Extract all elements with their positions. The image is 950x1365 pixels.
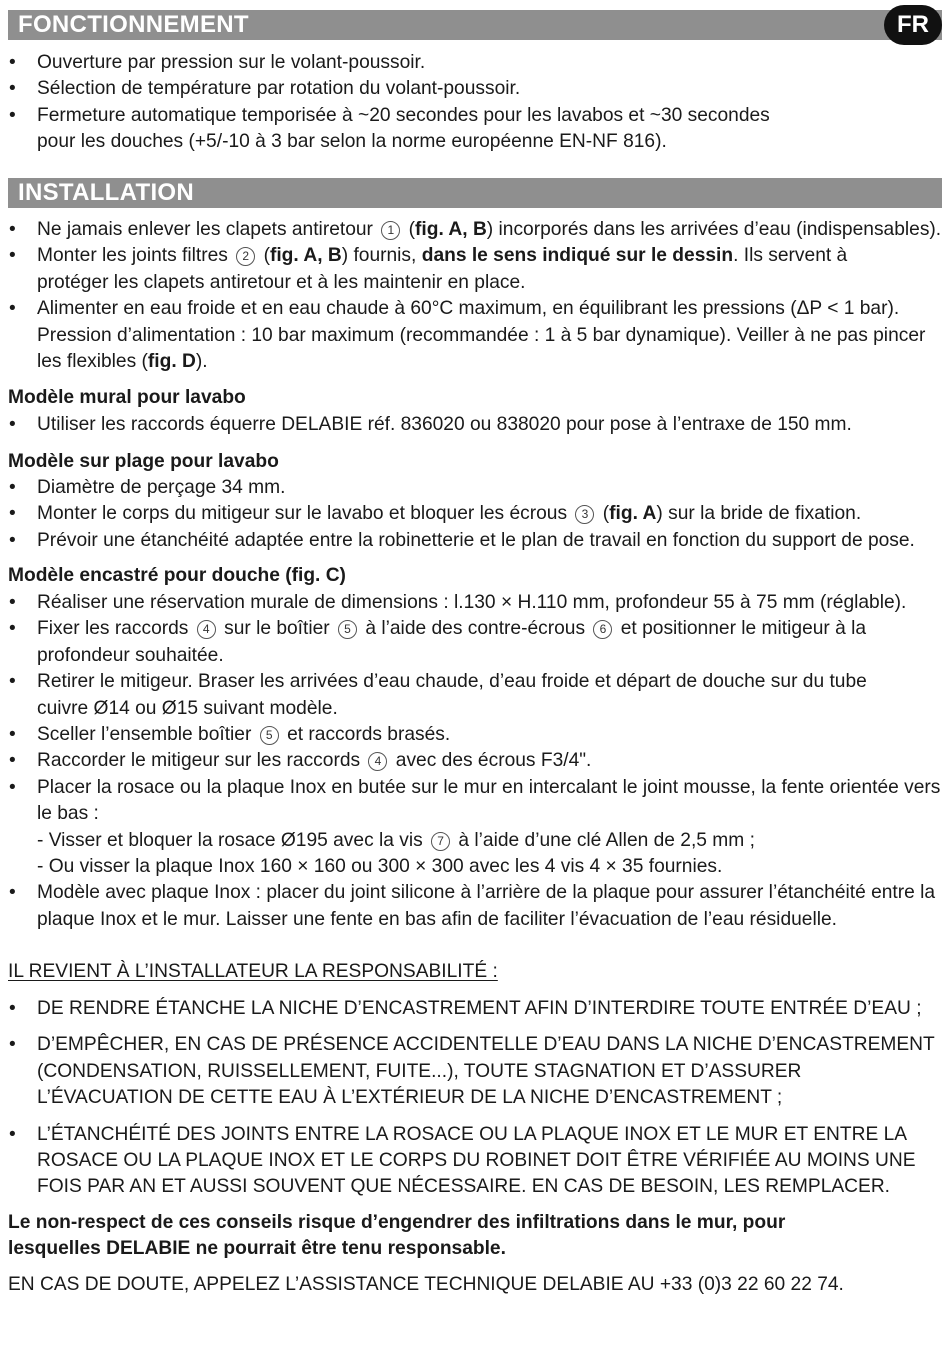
text-segment: (: [263, 245, 270, 267]
responsibility-heading: IL REVIENT À L’INSTALLATEUR LA RESPONSABILITÉ :: [8, 961, 498, 982]
figure-reference: fig. A: [609, 503, 657, 525]
list-item: • Fermeture automatique temporisée à ~20 secondes pour les lavabos et ~30 secondes pour les douches (+5/-10 à 3 bar selon la norme européenne EN-NF 816).: [8, 103, 808, 156]
text-segment: et raccords brasés.: [287, 724, 451, 746]
list-item: • DE RENDRE ÉTANCHE LA NICHE D’ENCASTREMENT AFIN D’INTERDIRE TOUTE ENTRÉE D’EAU ;: [8, 996, 944, 1022]
list-item: • Diamètre de perçage 34 mm.: [8, 475, 944, 501]
text-segment: Fixer les raccords: [37, 618, 189, 640]
sub-item: - Ou visser la plaque Inox 160 × 160 ou 300 × 300 avec les 4 vis 4 × 35 fournies.: [37, 856, 723, 878]
text-segment: Ne jamais enlever les clapets antiretour: [37, 219, 373, 240]
text-segment: ) sur la bride de fixation.: [656, 503, 862, 525]
figure-reference: fig. D: [147, 351, 196, 373]
reference-number-6: 6: [593, 620, 612, 639]
text-segment: (: [408, 219, 416, 240]
list-item: [8, 501, 944, 527]
list-item: [8, 722, 944, 748]
list-item: [8, 775, 942, 881]
list-item: • Sélection de température par rotation du volant-poussoir.: [8, 76, 808, 102]
list-item: [8, 616, 887, 669]
installation-list: [8, 217, 944, 375]
list-item: • Modèle avec plaque Inox : placer du joint silicone à l’arrière de la plaque pour assurer l’étanchéité entre la plaque Inox et le mur. Laisser une fente en bas afin de faciliter l’évacuation de l’eau résiduelle.: [8, 880, 947, 933]
sub-item: [37, 828, 942, 854]
list-item: [8, 748, 944, 774]
text-segment: Sceller l’ensemble boîtier: [37, 724, 252, 746]
list-item: • Retirer le mitigeur. Braser les arrivées d’eau chaude, d’eau froide et départ de douche sur du tube cuivre Ø14 ou Ø15 suivant modèle.: [8, 669, 917, 722]
plage-list: [8, 475, 944, 554]
text-segment: et positionner le mitigeur à la profondeur souhaitée.: [37, 618, 867, 666]
list-item: [8, 296, 932, 375]
text-segment: Raccorder le mitigeur sur les raccords: [37, 750, 361, 772]
text-segment: avec des écrous F3/4".: [395, 750, 592, 772]
reference-number-5: 5: [338, 620, 357, 639]
figure-reference: fig. A, B: [415, 219, 487, 240]
responsibility-list: [8, 996, 944, 1201]
text-segment: à l’aide des contre-écrous: [365, 618, 586, 640]
fonctionnement-list: [8, 50, 808, 156]
section-title-fonctionnement: FONCTIONNEMENT: [8, 10, 942, 40]
text-segment: ).: [195, 351, 208, 373]
text-segment: Monter les joints filtres: [37, 245, 228, 267]
text-segment: (: [602, 503, 610, 525]
section-title-installation: INSTALLATION: [8, 178, 942, 208]
reference-number-2: 2: [236, 247, 255, 266]
reference-number-4: 4: [197, 620, 216, 639]
list-item: • D’EMPÊCHER, EN CAS DE PRÉSENCE ACCIDENTELLE D’EAU DANS LA NICHE D’ENCASTREMENT (CONDENSATION, RUISSELLEMENT, FUITE...), TOUTE STAGNATION ET D’ASSURER L’ÉVACUATION DE CETTE EAU À L’EXTÉRIEUR DE LA NICHE D’ENCASTREMENT ;: [8, 1032, 937, 1111]
reference-number-4: 4: [368, 752, 387, 771]
warning-text: Le non-respect de ces conseils risque d’engendrer des infiltrations dans le mur, pour lesquelles DELABIE ne pourrait être tenu responsable.: [8, 1212, 786, 1260]
reference-number-1: 1: [381, 221, 400, 240]
contact-text: EN CAS DE DOUTE, APPELEZ L’ASSISTANCE TECHNIQUE DELABIE AU +33 (0)3 22 60 22 74.: [8, 1274, 844, 1295]
list-item: • Ouverture par pression sur le volant-poussoir.: [8, 50, 808, 76]
text-segment: sur le boîtier: [224, 618, 330, 640]
emphasis-text: dans le sens indiqué sur le dessin: [421, 245, 734, 267]
list-item: • Utiliser les raccords équerre DELABIE réf. 836020 ou 838020 pour pose à l’entraxe de 150 mm.: [8, 412, 944, 438]
reference-number-7: 7: [431, 832, 450, 851]
list-item: • Prévoir une étanchéité adaptée entre la robinetterie et le plan de travail en fonction du support de pose.: [8, 528, 944, 554]
encastre-list: [8, 590, 944, 933]
reference-number-3: 3: [575, 505, 594, 524]
heading-encastre: Modèle encastré pour douche (fig. C): [8, 565, 346, 586]
text-segment: Alimenter en eau froide et en eau chaude à 60°C maximum, en équilibrant les pressions (ΔP < 1 bar). Pression d’alimentation : 10 bar maximum (recommandée : 1 à 5 bar dynamique). Veiller à ne pas pincer les flexibles (: [37, 298, 926, 373]
text-segment: Monter le corps du mitigeur sur le lavabo et bloquer les écrous: [37, 503, 568, 525]
figure-reference: fig. A, B: [269, 245, 342, 267]
mural-list: [8, 412, 944, 438]
text-segment: à l’aide d’une clé Allen de 2,5 mm ;: [458, 829, 755, 851]
reference-number-5: 5: [260, 726, 279, 745]
heading-plage: Modèle sur plage pour lavabo: [8, 451, 279, 472]
heading-mural: Modèle mural pour lavabo: [8, 387, 246, 408]
text-segment: Placer la rosace ou la plaque Inox en butée sur le mur en intercalant le joint mousse, la fente orientée vers le bas :: [37, 776, 941, 825]
list-item: [8, 217, 944, 243]
list-item: [8, 243, 897, 296]
list-item: • L’ÉTANCHÉITÉ DES JOINTS ENTRE LA ROSACE OU LA PLAQUE INOX ET LE MUR ET ENTRE LA ROSACE OU LA PLAQUE INOX ET LE CORPS DU ROBINET DOIT ÊTRE VÉRIFIÉE AU MOINS UNE FOIS PAR AN ET AUSSI SOUVENT QUE NÉCESSAIRE. EN CAS DE BESOIN, LES REMPLACER.: [8, 1122, 947, 1201]
text-segment: - Visser et bloquer la rosace Ø195 avec la vis: [37, 829, 423, 851]
text-segment: . Ils servent à protéger les clapets antiretour et à les maintenir en place.: [37, 245, 848, 293]
list-item: • Réaliser une réservation murale de dimensions : l.130 × H.110 mm, profondeur 55 à 75 mm (réglable).: [8, 590, 944, 616]
text-segment: ) incorporés dans les arrivées d’eau (indispensables).: [486, 219, 942, 240]
language-badge: FR: [884, 5, 942, 45]
text-segment: ) fournis,: [341, 245, 417, 267]
